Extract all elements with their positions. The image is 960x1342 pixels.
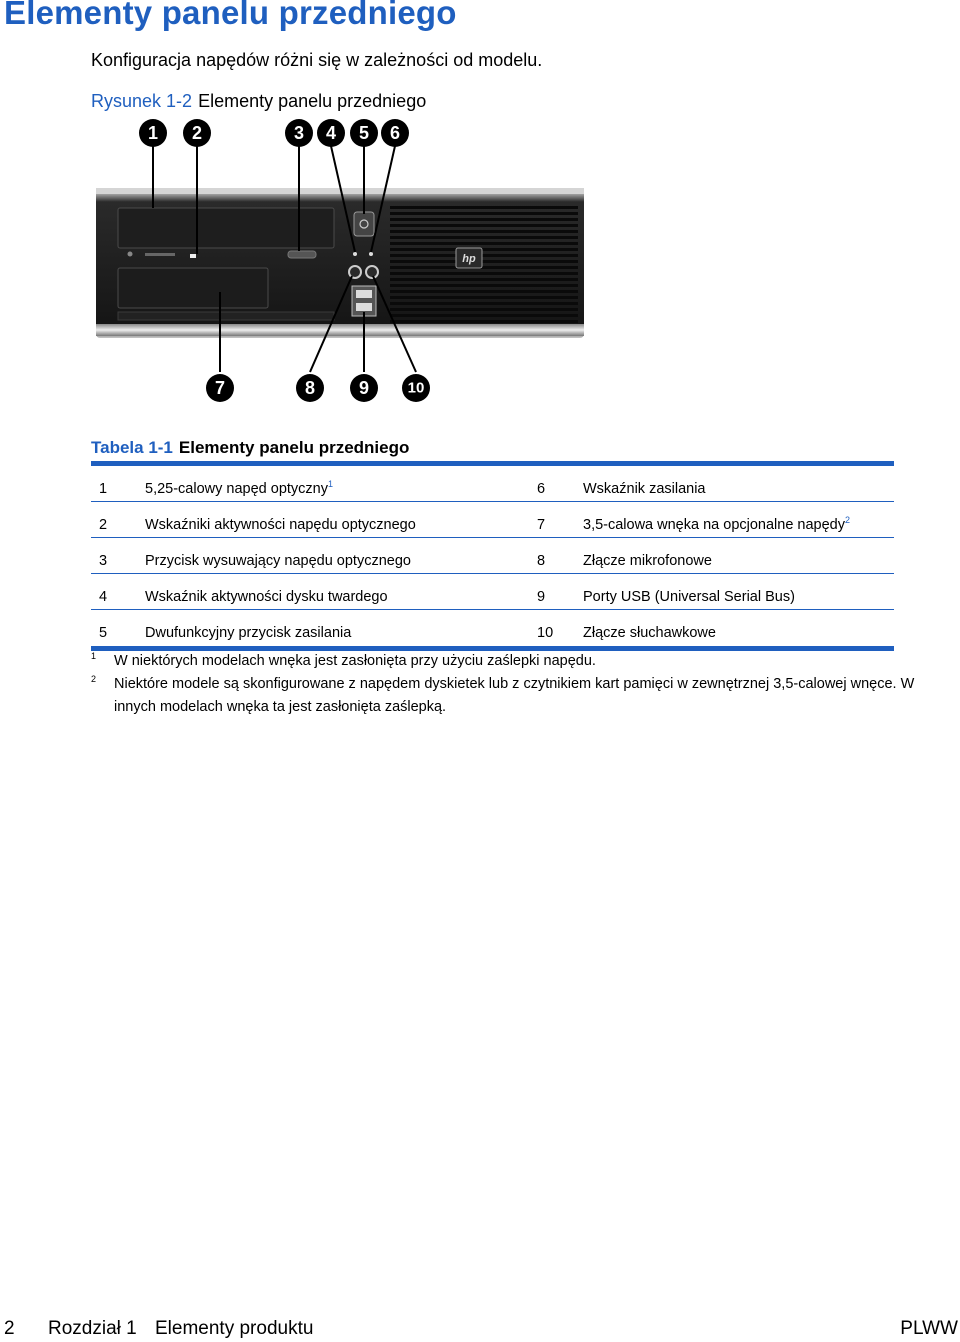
footnote [91, 650, 960, 673]
usb-ports [352, 286, 376, 316]
svg-text:5: 5 [358, 123, 370, 143]
svg-text:3: 3 [293, 123, 305, 143]
table-row [91, 574, 894, 610]
page-title: Elementy panelu przedniego [4, 0, 457, 31]
callout-6 [381, 119, 409, 147]
item-number: 1 [99, 481, 108, 497]
vent-slat [390, 218, 578, 221]
callout-9 [350, 374, 378, 402]
figure-title: Elementy panelu przedniego [198, 91, 427, 111]
vent-slat [390, 296, 578, 299]
computer-front-panel-illustration [90, 112, 600, 412]
table-row [91, 466, 894, 502]
table-row [91, 502, 894, 538]
table-row [91, 610, 894, 646]
callout-4 [317, 119, 345, 147]
table-caption [91, 438, 409, 458]
footnote [91, 673, 960, 719]
item-description: Złącze mikrofonowe [583, 553, 712, 569]
vent-slat [390, 230, 578, 233]
table-label: Tabela 1-1 [91, 438, 173, 457]
item-number: 2 [99, 517, 108, 533]
callout-8 [296, 374, 324, 402]
figure-caption [91, 91, 426, 112]
callout-5 [350, 119, 378, 147]
vent-slat [390, 278, 578, 281]
table-title: Elementy panelu przedniego [178, 438, 410, 457]
intro-text: Konfiguracja napędów różni się w zależności od modelu. [91, 50, 543, 70]
item-number: 10 [537, 625, 554, 641]
svg-text:7: 7 [214, 378, 226, 398]
vent-slat [390, 272, 578, 275]
hp-logo [456, 248, 482, 268]
item-description: 3,5-calowa wnęka na opcjonalne napędy$^2$ [583, 515, 851, 533]
figure-label: Rysunek 1-2 [91, 91, 193, 111]
parts-table [91, 461, 894, 651]
table-row [91, 538, 894, 574]
item-description: 5,25-calowy napęd optyczny$^1$ [145, 479, 333, 497]
item-description: Wskaźnik aktywności dysku twardego [145, 589, 388, 605]
callout-7 [206, 374, 234, 402]
item-description: Porty USB (Universal Serial Bus) [583, 589, 795, 605]
svg-text:9: 9 [358, 378, 370, 398]
footnote-mark: 1 [91, 651, 97, 661]
vent-slat [390, 254, 578, 257]
item-description: Dwufunkcyjny przycisk zasilania [145, 625, 352, 641]
footnotes [91, 650, 960, 719]
vent-slat [390, 260, 578, 263]
item-number: 7 [537, 517, 546, 533]
item-description: Wskaźniki aktywności napędu optycznego [145, 517, 416, 533]
svg-text:6: 6 [389, 123, 401, 143]
item-number: 6 [537, 481, 546, 497]
vent-slat [390, 242, 578, 245]
vent-slat [390, 266, 578, 269]
item-description: Przycisk wysuwający napędu optycznego [145, 553, 411, 569]
vent-slat [390, 206, 578, 209]
vent-slat [390, 236, 578, 239]
item-number: 8 [537, 553, 546, 569]
callout-1 [139, 119, 167, 147]
callout-2 [183, 119, 211, 147]
svg-text:1: 1 [147, 123, 159, 143]
document-code: PLWW [900, 1318, 958, 1339]
vent-slat [390, 320, 578, 323]
item-description: Wskaźnik zasilania [583, 481, 706, 497]
svg-text:8: 8 [304, 378, 316, 398]
footnote-text: Niektóre modele są skonfigurowane z napędem dyskietek lub z czytnikiem kart pamięci w zewnętrznej 3,5-calowej wnęce. W innych modelach wnęka ta jest zasłonięta zaślepką. [114, 676, 915, 715]
vent-slat [390, 290, 578, 293]
callout-3 [285, 119, 313, 147]
item-number: 3 [99, 553, 108, 569]
svg-text:4: 4 [325, 123, 337, 143]
item-description: Złącze słuchawkowe [583, 625, 716, 641]
item-number: 4 [99, 589, 108, 605]
page-number: 2 [4, 1318, 15, 1339]
svg-text:hp: hp [462, 253, 476, 265]
computer-front-panel-figure [90, 112, 600, 412]
callout-10 [402, 374, 430, 402]
chapter-title: Elementy produktu [155, 1318, 314, 1339]
vent-slat [390, 302, 578, 305]
vent-slat [390, 284, 578, 287]
vent-slat [390, 314, 578, 317]
svg-text:10: 10 [407, 379, 425, 397]
vent-slat [390, 212, 578, 215]
footnote-mark: 2 [91, 674, 97, 684]
item-number: 5 [99, 625, 108, 641]
vent-slat [390, 248, 578, 251]
vent-slat [390, 224, 578, 227]
item-number: 9 [537, 589, 546, 605]
vent-slat [390, 308, 578, 311]
footnote-text: W niektórych modelach wnęka jest zasłonięta przy użyciu zaślepki napędu. [114, 653, 596, 669]
chapter-label: Rozdział 1 [48, 1318, 137, 1339]
svg-text:2: 2 [191, 123, 203, 143]
